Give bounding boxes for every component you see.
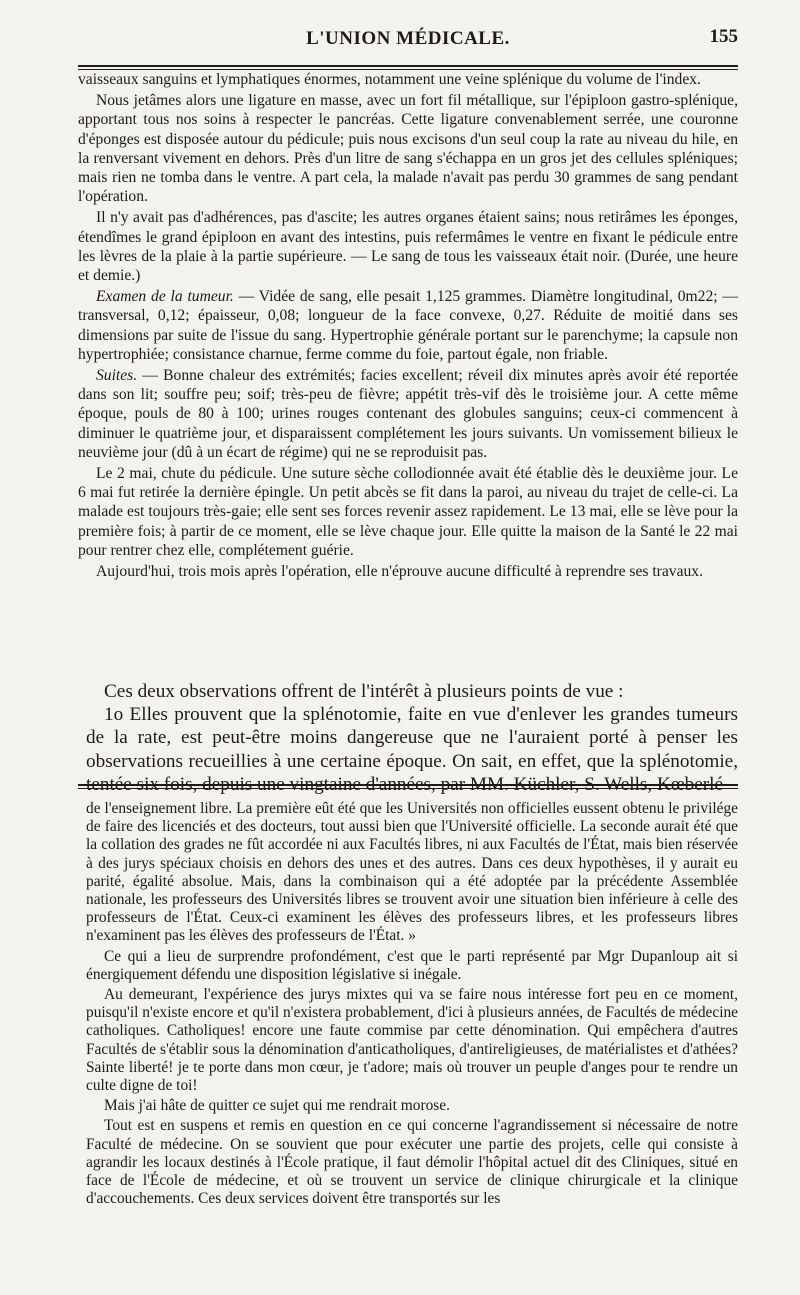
page-number: 155 [709, 26, 738, 47]
paragraph: Aujourd'hui, trois mois après l'opération, elle n'éprouve aucune difficulté à reprendre ses travaux. [96, 563, 703, 581]
page-header [78, 20, 738, 62]
case-report [78, 70, 738, 583]
paragraph: Nous jetâmes alors une ligature en masse, avec un fort fil métallique, sur l'épiploon gastro-splénique, apportant tous nos soins à respecter le pancréas. Cette ligature convenablement serrée, une couronne d'éponges est disposée autour du pédicule; puis nous excisons d'un seul coup la rate au niveau du hile, en la renversant vivement en dehors. Près d'un litre de sang s'échappa en un gros jet des cellules spléniques; mais rien ne tomba dans le ventre. A part cela, la malade n'avait pas perdu 30 grammes de sang pendant l'opération. [78, 92, 738, 206]
paragraph-text: — Vidée de sang, elle pesait 1,125 grammes. Diamètre longitudinal, 0m22; — transversal, 0,12; épaisseur, 0,08; longueur de la face convexe, 0,27. Réduite de moitié dans ses dimensions par suite de l'issue du sang. Hypertrophie générale portant sur le parenchyme; la capsule non hypertrophiée; consistance charnue, ferme comme du foie, partout égale, non friable. [78, 288, 738, 363]
paragraph: Le 2 mai, chute du pédicule. Une suture sèche collodionnée avait été établie dès le deuxième jour. Le 6 mai fut retirée la dernière épingle. Un petit abcès se fit dans la paroi, au niveau du trajet de celle-ci. La malade est toujours très-gaie; elle sent ses forces revenir assez rapidement. Le 13 mai, elle se lève pour la première fois; à partir de ce moment, elle se lève chaque jour. Elle quitte la maison de la Santé le 22 mai pour rentrer chez elle, complétement guérie. [78, 465, 738, 559]
paragraph: Tout est en suspens et remis en question en ce qui concerne l'agrandissement si nécessaire de notre Faculté de médecine. On se souvient que pour exécuter une partie des projets, celle qui consiste à agrandir les locaux destinés à l'École pratique, il faut démolir l'hôpital actuel dit des Cliniques, situé en face de l'École de médecine, et où se trouvent un service de clinique chirurgicale et la clinique d'accouchements. Ces deux services doivent être transportés sur les [86, 1117, 738, 1208]
section-label: Suites. [96, 367, 138, 385]
section-label: Examen de la tumeur. [96, 288, 234, 306]
commentary [86, 680, 738, 796]
paragraph [78, 287, 738, 364]
paragraph: Ces deux observations offrent de l'intérêt à plusieurs points de vue : [104, 681, 624, 702]
feuilleton [86, 800, 738, 1210]
running-title: L'UNION MÉDICALE. [306, 28, 510, 49]
paragraph: Au demeurant, l'expérience des jurys mixtes qui va se faire nous intéresse fort peu en ce moment, puisqu'il n'existe encore et qu'il n'existera probablement, d'ici à plusieurs années, de Facultés de médecine catholiques. Catholiques! encore une faute commise par cette dénomination. Qui empêchera d'autres Facultés de s'établir sous la dénomination d'anticatholiques, d'antireligieuses, de matérialistes et d'athées? Sainte liberté! je te porte dans mon cœur, je t'adore; mais où trouver un peuple d'anges pour te rendre un culte digne de toi! [86, 986, 738, 1095]
paragraph: Ce qui a lieu de surprendre profondément, c'est que le parti représenté par Mgr Dupanloup ait si énergiquement défendu une disposition législative si inégale. [86, 947, 738, 983]
paragraph-text: — Bonne chaleur des extrémités; facies excellent; réveil dix minutes après avoir été reportée dans son lit; souffre peu; soif; très-peu de fièvre; appétit très-vif dès le troisième jour. A cette même époque, pouls de 80 à 100; urines rouges contenant des globules sanguins; ceux-ci commencent à diminuer le quatrième jour, et disparaissent complétement les jours suivants. Un vomissement bilieux le neuvième jour (dû à un écart de régime) qui ne se reproduisit pas. [78, 367, 738, 461]
paragraph: de l'enseignement libre. La première eût été que les Universités non officielles eussent obtenu le privilége de faire des licenciés et des docteurs, tout aussi bien que l'Université officielle. La seconde aurait été que la collation des grades ne fût accordée ni aux Facultés libres, ni aux Facultés de l'État, mais bien réservée à des jurys spéciaux choisis en dehors des unes et des autres. Dans ces deux hypothèses, il y aurait eu parité, égalité absolue. Mais, dans la combinaison qui a été adoptée par la précédente Assemblée nationale, les professeurs des Universités libres se trouvent avoir une situation bien inférieure à celle des professeurs de l'État. Ceux-ci examinent les élèves des professeurs libres, et les professeurs libres n'examinent pas les élèves des professeurs de l'État. » [86, 800, 738, 945]
paragraph: 1o Elles prouvent que la splénotomie, faite en vue d'enlever les grandes tumeurs de la rate, est peut-être moins dangereuse que ne l'auraient porté à penser les observations recueillies à une certaine époque. On sait, en effet, que la splénotomie, tentée six fois, depuis une vingtaine d'années, par MM. Küchler, S. Wells, Kœberlé [86, 704, 738, 795]
feuilleton-rule [78, 784, 738, 789]
paragraph [78, 366, 738, 462]
paragraph: Mais j'ai hâte de quitter ce sujet qui me rendrait morose. [104, 1097, 450, 1115]
paragraph: Il n'y avait pas d'adhérences, pas d'ascite; les autres organes étaient sains; nous retirâmes les éponges, étendîmes le grand épiploon en avant des intestins, puis refermâmes le ventre en fixant le pédicule entre les lèvres de la plaie à la partie supérieure. — Le sang de tous les vaisseaux était noir. (Durée, une heure et demie.) [78, 209, 738, 285]
paragraph: vaisseaux sanguins et lymphatiques énormes, notamment une veine splénique du volume de l'index. [78, 71, 701, 88]
